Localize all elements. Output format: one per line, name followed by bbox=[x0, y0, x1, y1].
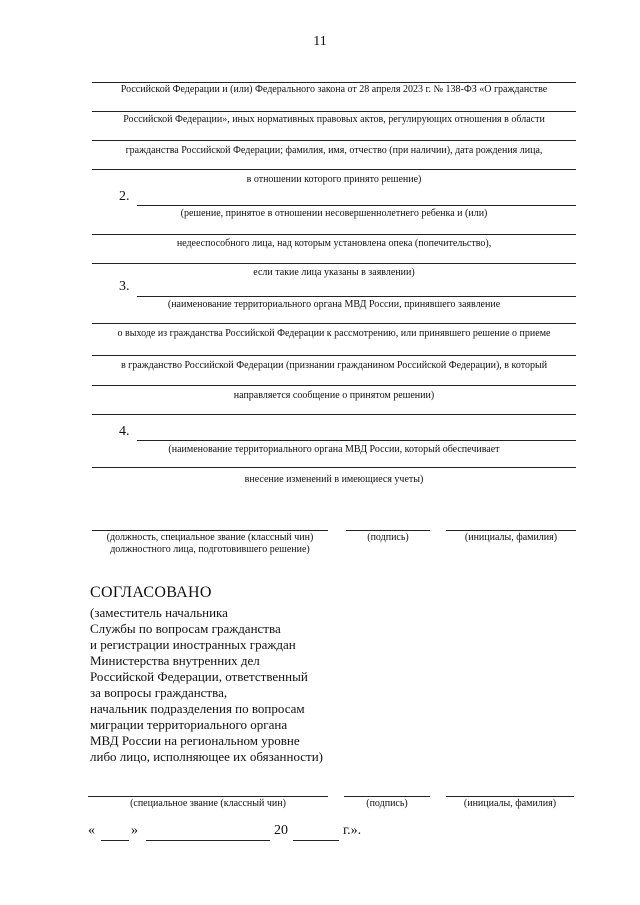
fill-line[interactable] bbox=[92, 355, 576, 356]
item-number-4: 4. bbox=[119, 424, 130, 439]
fill-line[interactable] bbox=[137, 440, 576, 441]
month-line[interactable] bbox=[146, 840, 270, 841]
fill-line[interactable] bbox=[92, 385, 576, 386]
caption-line: Российской Федерации», иных нормативных правовых актов, регулирующих отношения в области bbox=[123, 114, 545, 125]
caption-line: если такие лица указаны в заявлении) bbox=[253, 267, 415, 278]
item-number-2: 2. bbox=[119, 189, 130, 204]
year-prefix: 20 bbox=[274, 823, 288, 838]
rank-caption: (специальное звание (классный чин) bbox=[130, 798, 286, 809]
fill-line[interactable] bbox=[92, 169, 576, 170]
year-line[interactable] bbox=[293, 840, 339, 841]
rank-line[interactable] bbox=[88, 796, 328, 797]
agreed-line: МВД России на региональном уровне bbox=[90, 733, 300, 748]
fill-line[interactable] bbox=[92, 82, 576, 83]
caption-line: недееспособного лица, над которым установлена опека (попечительство), bbox=[176, 238, 492, 249]
fill-line[interactable] bbox=[92, 140, 576, 141]
signature-caption: (подпись) bbox=[366, 798, 408, 809]
agreed-line: Министерства внутренних дел bbox=[90, 653, 260, 668]
name-line[interactable] bbox=[446, 796, 574, 797]
date-close-quote: » bbox=[131, 823, 138, 838]
year-suffix: г.». bbox=[343, 823, 362, 838]
agreed-line: Российской Федерации, ответственный bbox=[90, 669, 308, 684]
fill-line[interactable] bbox=[92, 111, 576, 112]
agreed-line: и регистрации иностранных граждан bbox=[90, 637, 296, 652]
agreed-line: либо лицо, исполняющее их обязанности) bbox=[90, 749, 324, 764]
fill-line[interactable] bbox=[92, 263, 576, 264]
caption-line: внесение изменений в имеющиеся учеты) bbox=[244, 474, 424, 485]
item-number-3: 3. bbox=[119, 279, 130, 294]
fill-line[interactable] bbox=[137, 205, 576, 206]
agreed-line: Службы по вопросам гражданства bbox=[90, 621, 281, 636]
caption-line: (решение, принятое в отношении несовершеннолетнего ребенка и (или) bbox=[180, 208, 488, 219]
agreed-line: миграции территориального органа bbox=[90, 717, 288, 732]
agreed-title: СОГЛАСОВАНО bbox=[90, 584, 212, 601]
caption-line: (наименование территориального органа МВД России, принявшего заявление bbox=[167, 299, 501, 310]
signature-line[interactable] bbox=[346, 530, 430, 531]
name-caption: (инициалы, фамилия) bbox=[464, 532, 558, 543]
agreed-body bbox=[90, 605, 323, 765]
caption-line: (наименование территориального органа МВД России, который обеспечивает bbox=[168, 444, 500, 455]
fill-line[interactable] bbox=[137, 296, 576, 297]
position-caption: (должность, специальное звание (классный чин) bbox=[106, 532, 314, 543]
signature-line[interactable] bbox=[344, 796, 430, 797]
caption-line: гражданства Российской Федерации; фамилия, имя, отчество (при наличии), дата рождения лица, bbox=[125, 145, 543, 156]
agreed-line: начальник подразделения по вопросам bbox=[90, 701, 305, 716]
position-line[interactable] bbox=[92, 530, 328, 531]
name-line[interactable] bbox=[446, 530, 576, 531]
caption-line: направляется сообщение о принятом решении) bbox=[233, 390, 435, 401]
agreed-line: (заместитель начальника bbox=[90, 605, 228, 620]
name-caption: (инициалы, фамилия) bbox=[463, 798, 557, 809]
agreed-line: за вопросы гражданства, bbox=[90, 685, 228, 700]
fill-line[interactable] bbox=[92, 234, 576, 235]
date-open-quote: « bbox=[88, 823, 95, 838]
caption-line: в отношении которого принято решение) bbox=[246, 174, 422, 185]
fill-line[interactable] bbox=[92, 467, 576, 468]
caption-line: о выходе из гражданства Российской Федерации к рассмотрению, или принявшего решение о приеме bbox=[117, 328, 551, 339]
day-line[interactable] bbox=[101, 840, 129, 841]
position-caption: должностного лица, подготовившего решение) bbox=[110, 544, 310, 555]
fill-line[interactable] bbox=[92, 323, 576, 324]
signature-caption: (подпись) bbox=[367, 532, 409, 543]
caption-line: Российской Федерации и (или) Федерального закона от 28 апреля 2023 г. № 138-ФЗ «О гражданстве bbox=[120, 84, 548, 95]
caption-line: в гражданство Российской Федерации (признании гражданином Российской Федерации), в который bbox=[120, 360, 548, 371]
page-number: 11 bbox=[313, 34, 327, 49]
fill-line[interactable] bbox=[92, 414, 576, 415]
